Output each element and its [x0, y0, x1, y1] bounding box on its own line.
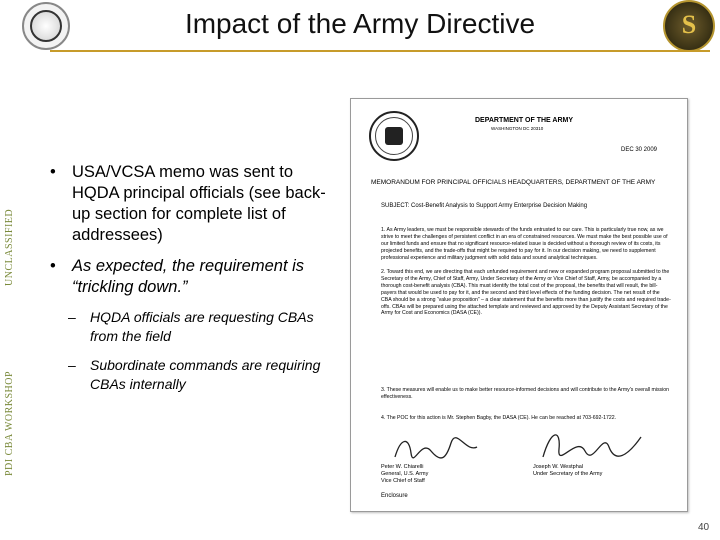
memo-subject: SUBJECT: Cost-Benefit Analysis to Support Army Enterprise Decision Making — [381, 203, 588, 209]
bullet-item — [46, 162, 336, 246]
sub-bullet-text: HQDA officials are requesting CBAs from the field — [90, 309, 314, 344]
memo-date: DEC 30 2009 — [621, 147, 658, 153]
memo-paragraph-3: 3. These measures will enable us to make better resource-informed decisions and will contribute to the Army's overall mission effectiveness. — [381, 387, 670, 400]
signer-name: Peter W. Chiarelli — [381, 464, 424, 470]
signature-left-icon — [391, 433, 481, 465]
memo-enclosure: Enclosure — [381, 493, 408, 499]
memo-document-image — [350, 98, 688, 512]
workshop-badge-logo — [663, 0, 715, 52]
memo-paragraph-4: 4. The POC for this action is Mr. Stephen Bagby, the DASA (CE). He can be reached at 703-692-1722. — [381, 415, 617, 421]
sub-bullet-item — [46, 356, 336, 394]
memo-for: MEMORANDUM FOR PRINCIPAL OFFICIALS HEADQUARTERS, DEPARTMENT OF THE ARMY — [371, 179, 656, 186]
bullet-list — [46, 162, 336, 394]
slide-title: Impact of the Army Directive — [184, 8, 536, 39]
bullet-marker: • — [50, 257, 56, 275]
memo-header: DEPARTMENT OF THE ARMY — [475, 117, 573, 124]
badge-s-icon: S — [681, 10, 697, 39]
signer-title: Vice Chief of Staff — [381, 478, 425, 484]
sub-bullet-item — [46, 308, 336, 346]
classification-label: UNCLASSIFIED — [4, 208, 15, 286]
sub-bullet-text: Subordinate commands are requiring CBAs internally — [90, 357, 321, 392]
workshop-label: PDI CBA WORKSHOP — [4, 370, 15, 476]
bullet-item — [46, 256, 336, 298]
sub-bullet-marker: – — [68, 357, 76, 373]
bullet-text: USA/VCSA memo was sent to HQDA principal officials (see back-up section for complete list of addressees) — [72, 163, 326, 244]
title-underline — [50, 50, 710, 52]
memo-paragraph-1: 1. As Army leaders, we must be responsible stewards of the funds entrusted to our care. This is particularly true now, as we strive to meet the challenges of persistent conflict in an era of constrained resources. We must make the best possible use of our limited funds and ensure that no significant resource-related issue is decided without a thorough review of its costs, its projected benefits, and the trade-offs that might be required to pay for it. In our decision making, we need to supplement professional experience and military judgment with solid data and sound analytical techniques. — [381, 227, 668, 261]
sub-bullet-marker: – — [68, 309, 76, 325]
signature-block-right — [533, 464, 602, 478]
page-number: 40 — [698, 522, 710, 533]
bullet-text: As expected, the requirement is “trickling down.” — [72, 257, 305, 296]
signer-name: Joseph W. Westphal — [533, 464, 584, 470]
signer-title: Under Secretary of the Army — [533, 471, 603, 477]
memo-address: WASHINGTON DC 20310 — [491, 126, 544, 131]
signature-block-left — [381, 464, 428, 485]
memo-paragraph-2: 2. Toward this end, we are directing that each unfunded requirement and new or expanded program proposal submitted to the Secretary of the Army, Chief of Staff, Army, Under Secretary of the Army or Vice Chief of Staff, Army, be accompanied by a thorough cost-benefit analysis (CBA). This must identify the total cost of the proposal, the benefits that will result, the bill-payers that would be used to pay for it, and the second and third level effects of the funding decision. The net result of the CBA should be a strong “value proposition” – a clear statement that the benefits more than justify the costs and required trade-offs. CBAs will be prepared using the attached template and reviewed and approved by the Deputy Assistant Secretary of the Army for Cost and Economics (DASA (CE)). — [381, 269, 671, 317]
dod-seal-icon — [369, 111, 419, 161]
signature-right-icon — [537, 427, 647, 465]
bullet-marker: • — [50, 163, 56, 181]
signer-title: General, U.S. Army — [381, 471, 429, 477]
